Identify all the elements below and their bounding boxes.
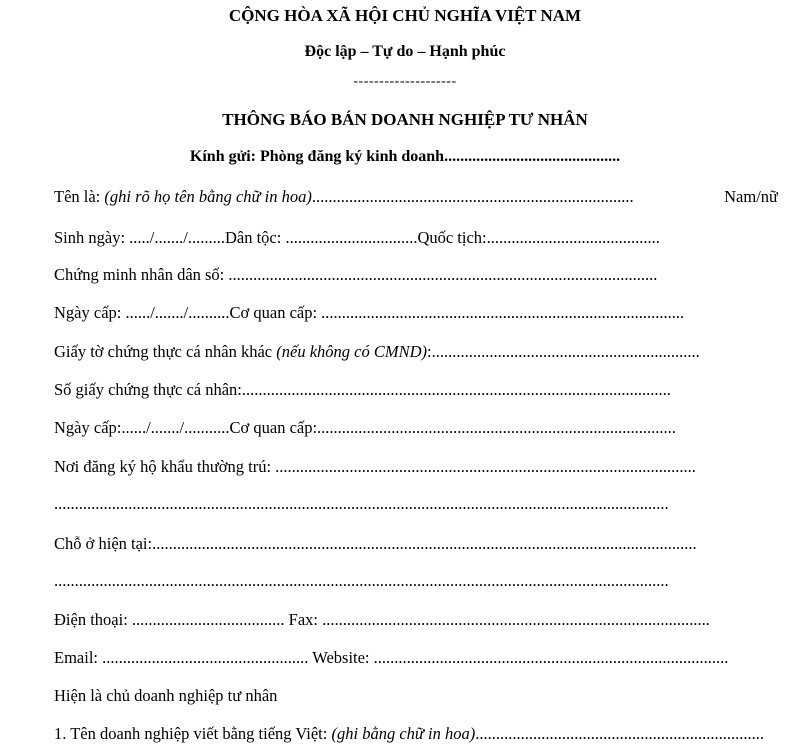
birth-ethnicity-nationality-line[interactable]: Sinh ngày: ...../......./.........Dân tộc: ................................Quốc tịch:.......................................... [54, 228, 660, 247]
name-hint: (ghi rõ họ tên bằng chữ in hoa) [104, 187, 312, 206]
name-line [54, 187, 778, 207]
issue-date-line-2[interactable]: Ngày cấp:....../......./...........Cơ quan cấp:....................................................................................... [54, 418, 676, 437]
business-name-field[interactable]: ...................................................................... [475, 724, 764, 743]
email-website-line[interactable]: Email: .................................................. Website: ...................................................................................... [54, 648, 729, 667]
other-document-hint: (nếu không có CMND) [276, 342, 428, 361]
issue-date-line-1[interactable]: Ngày cấp: ....../......./..........Cơ quan cấp: ........................................................................................ [54, 303, 685, 322]
other-document-line [54, 342, 778, 362]
name-field[interactable]: .............................................................................. [311, 187, 634, 206]
business-name-hint: (ghi bằng chữ in hoa) [331, 724, 476, 743]
current-address-line[interactable]: Chỗ ở hiện tại:.................................................................................................................................... [54, 534, 697, 553]
other-document-field[interactable]: :................................................................. [427, 342, 700, 361]
business-name-label: 1. Tên doanh nghiệp viết bằng tiếng Việt: [54, 724, 332, 743]
other-document-label: Giấy tờ chứng thực cá nhân khác [54, 342, 277, 361]
phone-fax-line[interactable]: Điện thoại: ..................................... Fax: .............................................................................................. [54, 610, 710, 629]
name-label: Tên là: [54, 187, 105, 206]
national-title: CỘNG HÒA XÃ HỘI CHỦ NGHĨA VIỆT NAM [228, 6, 582, 25]
recipient-line: Kính gửi: Phòng đăng ký kinh doanh............................................ [189, 148, 621, 165]
business-name-line [54, 724, 778, 744]
id-number-line[interactable]: Chứng minh nhân dân số: ........................................................................................................ [54, 265, 658, 284]
other-document-number-line[interactable]: Số giấy chứng thực cá nhân:........................................................................................................ [54, 380, 671, 399]
current-address-continuation[interactable]: ..................................................................................................................................................... [54, 571, 669, 590]
header-divider: -------------------- [353, 74, 457, 89]
document-title: THÔNG BÁO BÁN DOANH NGHIỆP TƯ NHÂN [222, 110, 588, 129]
national-motto: Độc lập – Tự do – Hạnh phúc [304, 43, 506, 60]
permanent-residence-continuation[interactable]: ..................................................................................................................................................... [54, 494, 669, 513]
permanent-residence-line[interactable]: Nơi đăng ký hộ khẩu thường trú: ...................................................................................................... [54, 457, 696, 476]
owner-intro: Hiện là chủ doanh nghiệp tư nhân [54, 686, 278, 705]
gender-label: Nam/nữ [724, 187, 778, 206]
